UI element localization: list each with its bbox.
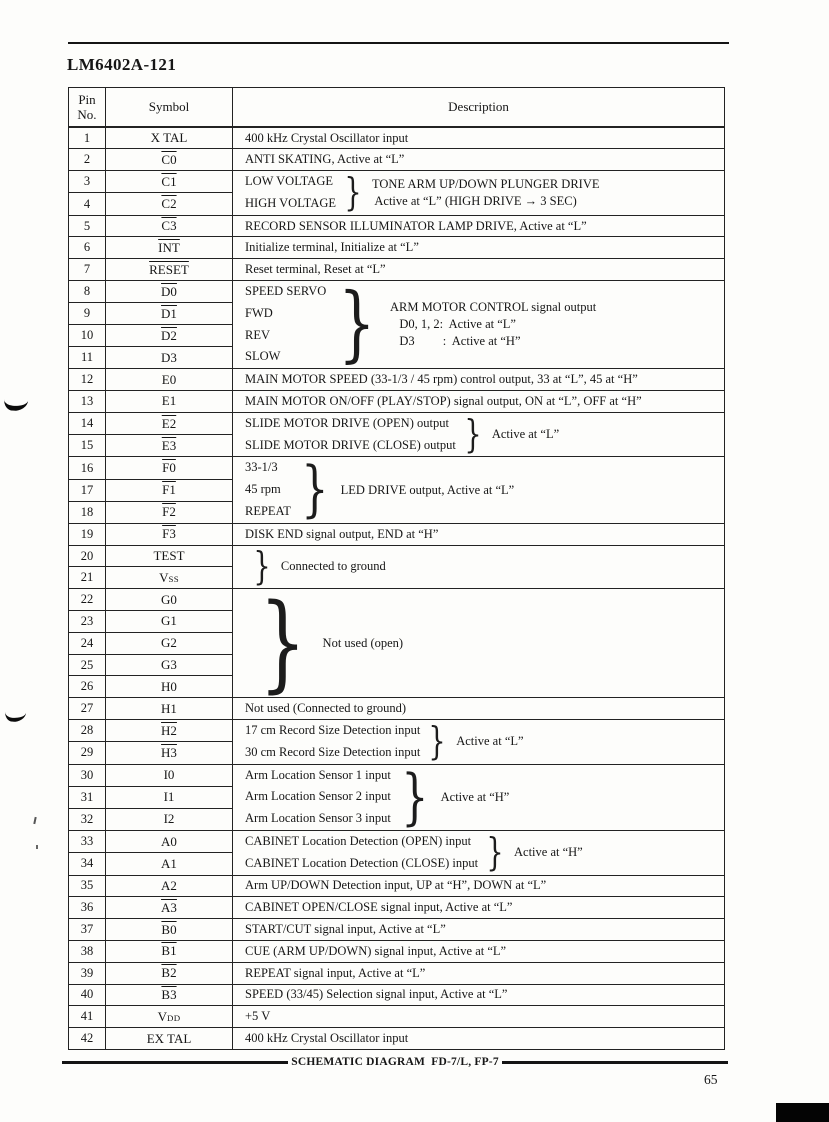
table-row (69, 875, 725, 897)
pin-symbol: E1 (161, 393, 177, 409)
pin-number-cell: 2 (69, 149, 106, 171)
symbol-cell (106, 501, 233, 523)
table-row (69, 831, 725, 853)
group-note-line: TONE ARM UP/DOWN PLUNGER DRIVE (371, 176, 600, 191)
symbol-cell (106, 984, 233, 1006)
group-note-lines (323, 635, 404, 652)
pin-symbol: C0 (161, 151, 177, 167)
group-line: 45 rpm (245, 482, 281, 497)
group-line: SLOW (245, 349, 281, 364)
group-left-lines (245, 171, 336, 215)
description-cell: +5 V (233, 1006, 725, 1028)
symbol-cell (106, 875, 233, 897)
pin-number-cell: 16 (69, 457, 106, 479)
group-note-lines (492, 426, 559, 443)
symbol-cell (106, 654, 233, 676)
pin-symbol: X TAL (150, 130, 188, 146)
table-row (69, 281, 725, 303)
description-group (245, 761, 720, 833)
footer (62, 1056, 728, 1068)
pin-description-table (68, 87, 725, 1050)
pin-number-cell: 30 (69, 764, 106, 786)
description-group (245, 543, 720, 589)
pin-symbol: E3 (161, 437, 177, 453)
symbol-cell (106, 457, 233, 479)
table-row (69, 412, 725, 434)
description-cell: SPEED (33/45) Selection signal input, Active at “L” (233, 984, 725, 1006)
pin-number-cell: 9 (69, 303, 106, 325)
brace-glyph: } (259, 581, 307, 704)
description-group (245, 720, 720, 764)
table-row (69, 940, 725, 962)
group-note-lines (441, 789, 510, 806)
pin-number-cell: 31 (69, 786, 106, 808)
table-row (69, 919, 725, 941)
description-cell: CABINET OPEN/CLOSE signal input, Active at “L” (233, 897, 725, 919)
pin-symbol: H3 (161, 744, 177, 760)
symbol-cell (106, 764, 233, 786)
table-row (69, 1028, 725, 1050)
group-note-line: Connected to ground (280, 559, 386, 574)
description-cell (233, 171, 725, 216)
table-row (69, 764, 725, 786)
pin-number-cell: 5 (69, 215, 106, 237)
group-note-lines (456, 733, 523, 750)
description-cell: RECORD SENSOR ILLUMINATOR LAMP DRIVE, Active at “L” (233, 215, 725, 237)
table-row (69, 259, 725, 281)
pin-number-cell: 21 (69, 567, 106, 589)
brace-glyph: } (486, 829, 504, 875)
brace-glyph: } (464, 411, 482, 457)
pin-symbol: F1 (162, 482, 176, 498)
pin-symbol: D2 (161, 327, 177, 343)
group-line: 33-1/3 (245, 460, 278, 475)
pin-number-cell: 33 (69, 831, 106, 853)
group-line: LOW VOLTAGE (245, 174, 334, 189)
pin-number-cell: 1 (69, 127, 106, 149)
pin-symbol: E2 (161, 415, 177, 431)
group-line: CABINET Location Detection (OPEN) input (245, 834, 472, 848)
description-cell: START/CUT signal input, Active at “L” (233, 919, 725, 941)
group-note-line: Active at “H” (514, 845, 583, 860)
pin-number-cell: 14 (69, 412, 106, 434)
group-note-lines (514, 844, 583, 861)
symbol-subscript: DD (167, 1012, 181, 1023)
description-cell (233, 276, 725, 372)
pin-symbol: C3 (161, 218, 177, 234)
description-cell (233, 581, 725, 704)
symbol-cell (106, 391, 233, 413)
brace-glyph: } (301, 454, 329, 526)
description-cell: Arm UP/DOWN Detection input, UP at “H”, DOWN at “L” (233, 875, 725, 897)
pin-symbol: H2 (161, 722, 177, 738)
symbol-cell (106, 171, 233, 193)
description-group (245, 454, 720, 526)
description-cell: ANTI SKATING, Active at “L” (233, 149, 725, 171)
scan-corner-artifact (776, 1103, 829, 1122)
table-row (69, 698, 725, 720)
symbol-cell (106, 611, 233, 633)
brace-glyph: } (428, 718, 446, 764)
group-left-lines (245, 720, 420, 764)
pin-symbol: H1 (161, 700, 177, 716)
group-left-lines (245, 457, 291, 522)
symbol-cell (106, 1006, 233, 1028)
pin-number-cell: 18 (69, 501, 106, 523)
description-cell: MAIN MOTOR ON/OFF (PLAY/STOP) signal output, ON at “L”, OFF at “H” (233, 391, 725, 413)
pin-symbol: B1 (161, 943, 177, 959)
description-cell (233, 761, 725, 833)
pin-symbol: G0 (161, 591, 177, 607)
symbol-cell (106, 720, 233, 742)
pin-number-cell: 17 (69, 479, 106, 501)
pin-symbol: B3 (161, 986, 177, 1002)
scan-speck (36, 845, 38, 849)
pin-symbol: A1 (161, 855, 177, 871)
table-header (69, 88, 725, 128)
group-note-line: Active at “L” (491, 427, 560, 442)
header-pin-no: Pin No. (69, 88, 106, 128)
description-cell: 400 kHz Crystal Oscillator input (233, 127, 725, 149)
pin-number-cell: 12 (69, 369, 106, 391)
pin-number-cell: 40 (69, 984, 106, 1006)
pin-number-cell: 36 (69, 897, 106, 919)
symbol-cell (106, 962, 233, 984)
pin-number-cell: 38 (69, 940, 106, 962)
margin-ink-mark (3, 393, 28, 412)
group-note-lines (372, 176, 600, 210)
symbol-cell (106, 632, 233, 654)
symbol-cell (106, 127, 233, 149)
group-line: Arm Location Sensor 2 input (245, 789, 391, 804)
symbol-cell (106, 523, 233, 545)
brace-glyph: } (253, 543, 271, 589)
symbol-cell (106, 281, 233, 303)
symbol-cell (106, 435, 233, 457)
pin-number-cell: 22 (69, 589, 106, 611)
group-left-lines (245, 281, 326, 368)
pin-number-cell: 6 (69, 237, 106, 259)
pin-table-body (69, 127, 725, 1049)
pin-symbol: I2 (163, 811, 175, 827)
table-row (69, 369, 725, 391)
group-note-line: Not used (open) (322, 635, 404, 650)
symbol-cell (106, 347, 233, 369)
top-rule (68, 42, 729, 44)
symbol-cell (106, 1028, 233, 1050)
symbol-cell (106, 831, 233, 853)
pin-number-cell: 19 (69, 523, 106, 545)
description-group (245, 171, 720, 215)
group-line: Arm Location Sensor 3 input (245, 811, 391, 826)
description-group (245, 581, 720, 704)
group-line: 17 cm Record Size Detection input (245, 723, 421, 738)
description-group (245, 276, 720, 372)
table-row (69, 171, 725, 193)
description-cell: Not used (Connected to ground) (233, 698, 725, 720)
margin-ink-mark (5, 706, 27, 722)
symbol-cell (106, 215, 233, 237)
symbol-cell (106, 786, 233, 808)
table-row (69, 962, 725, 984)
pin-symbol: V (159, 569, 169, 585)
symbol-cell (106, 412, 233, 434)
table-row (69, 215, 725, 237)
group-line: REV (245, 327, 270, 342)
description-cell (233, 720, 725, 765)
description-cell: CUE (ARM UP/DOWN) signal input, Active at “L” (233, 940, 725, 962)
pin-number-cell: 20 (69, 545, 106, 567)
pin-symbol: V (157, 1008, 168, 1024)
group-note-line: D3 : Active at “H” (389, 334, 521, 349)
symbol-cell (106, 698, 233, 720)
header-description: Description (233, 88, 725, 128)
pin-symbol: RESET (149, 261, 189, 277)
description-cell: 400 kHz Crystal Oscillator input (233, 1028, 725, 1050)
pin-number-cell: 42 (69, 1028, 106, 1050)
pin-symbol: A3 (161, 899, 177, 915)
pin-number-cell: 26 (69, 676, 106, 698)
pin-symbol: G3 (161, 657, 177, 673)
pin-symbol: E0 (161, 371, 177, 387)
table-row (69, 457, 725, 479)
pin-symbol: G2 (161, 635, 177, 651)
description-group (245, 831, 720, 875)
description-group (245, 413, 720, 457)
description-cell: DISK END signal output, END at “H” (233, 523, 725, 545)
pin-symbol: C2 (161, 196, 177, 212)
symbol-cell (106, 237, 233, 259)
group-note-line: Active at “L” (HIGH DRIVE → 3 SEC) (371, 193, 577, 208)
pin-symbol: A2 (161, 877, 177, 893)
group-note-line: D0, 1, 2: Active at “L” (389, 317, 516, 332)
table-row (69, 984, 725, 1006)
pin-symbol: I0 (163, 767, 175, 783)
group-note-line: Active at “L” (456, 734, 524, 749)
pin-number-cell: 15 (69, 435, 106, 457)
pin-symbol: D0 (161, 283, 177, 299)
pin-number-cell: 3 (69, 171, 106, 193)
brace-glyph: } (401, 761, 429, 833)
symbol-cell (106, 193, 233, 215)
pin-symbol: B0 (161, 921, 177, 937)
description-cell (233, 412, 725, 457)
group-note-line: ARM MOTOR CONTROL signal output (389, 300, 597, 315)
pin-symbol: EX TAL (146, 1030, 192, 1046)
table-row (69, 897, 725, 919)
footer-title: SCHEMATIC DIAGRAM FD-7/L, FP-7 (291, 1056, 499, 1068)
description-cell: MAIN MOTOR SPEED (33-1/3 / 45 rpm) control output, 33 at “L”, 45 at “H” (233, 369, 725, 391)
pin-number-cell: 13 (69, 391, 106, 413)
symbol-subscript: SS (168, 573, 179, 584)
description-cell: REPEAT signal input, Active at “L” (233, 962, 725, 984)
pin-symbol: F0 (162, 460, 176, 476)
group-line: REPEAT (245, 504, 291, 519)
page-title: LM6402A-121 (67, 55, 177, 74)
pin-number-cell: 7 (69, 259, 106, 281)
pin-symbol: B2 (161, 965, 177, 981)
table-row (69, 127, 725, 149)
symbol-cell (106, 808, 233, 830)
symbol-cell (106, 545, 233, 567)
table-row (69, 391, 725, 413)
pin-symbol: I1 (163, 789, 175, 805)
symbol-cell (106, 325, 233, 347)
symbol-cell (106, 742, 233, 764)
group-note-line: LED DRIVE output, Active at “L” (340, 482, 515, 497)
pin-number-cell: 23 (69, 611, 106, 633)
group-line: FWD (245, 305, 273, 320)
brace-glyph: } (338, 276, 376, 372)
pin-symbol: $\overline{INT}$ (158, 239, 180, 255)
pin-number-cell: 8 (69, 281, 106, 303)
pin-symbol: D3 (161, 349, 177, 365)
pin-number-cell: 41 (69, 1006, 106, 1028)
group-line: CABINET Location Detection (CLOSE) input (245, 855, 479, 870)
description-cell (233, 454, 725, 526)
brace-glyph: } (344, 169, 362, 215)
group-line: SLIDE MOTOR DRIVE (CLOSE) output (245, 437, 456, 452)
group-line: Arm Location Sensor 1 input (245, 767, 391, 782)
pin-number-cell: 39 (69, 962, 106, 984)
pin-number-cell: 28 (69, 720, 106, 742)
group-left-lines (245, 831, 478, 875)
description-cell: Reset terminal, Reset at “L” (233, 259, 725, 281)
table-row (69, 237, 725, 259)
table-row (69, 523, 725, 545)
pin-number-cell: 25 (69, 654, 106, 676)
symbol-cell (106, 940, 233, 962)
group-note-lines (281, 558, 386, 575)
table-row (69, 149, 725, 171)
pin-number-cell: 10 (69, 325, 106, 347)
pin-number-cell: 11 (69, 347, 106, 369)
table-row (69, 1006, 725, 1028)
symbol-cell (106, 259, 233, 281)
pin-number-cell: 34 (69, 853, 106, 875)
pin-symbol: H0 (161, 678, 177, 694)
scan-speck (33, 817, 36, 824)
pin-symbol: F2 (162, 504, 176, 520)
pin-symbol: A0 (161, 833, 177, 849)
pin-number-cell: 27 (69, 698, 106, 720)
header-symbol: Symbol (106, 88, 233, 128)
table-row (69, 720, 725, 742)
group-line: HIGH VOLTAGE (245, 195, 337, 210)
group-line: SLIDE MOTOR DRIVE (OPEN) output (245, 415, 449, 430)
pin-number-cell: 4 (69, 193, 106, 215)
group-left-lines (245, 413, 456, 457)
symbol-cell (106, 303, 233, 325)
footer-rule-left (62, 1061, 288, 1064)
group-note-lines (341, 482, 515, 499)
group-line: SPEED SERVO (245, 284, 327, 299)
pin-symbol: F3 (162, 526, 176, 542)
group-note-line: Active at “H” (440, 789, 510, 804)
symbol-cell (106, 853, 233, 875)
group-line: 30 cm Record Size Detection input (245, 744, 421, 759)
page-number: 65 (704, 1072, 718, 1087)
symbol-cell (106, 919, 233, 941)
pin-symbol: TEST (153, 548, 185, 564)
group-note-lines (390, 299, 596, 350)
pin-number-cell: 35 (69, 875, 106, 897)
symbol-cell (106, 479, 233, 501)
symbol-cell (106, 149, 233, 171)
symbol-cell (106, 369, 233, 391)
pin-symbol: D1 (161, 305, 177, 321)
pin-number-cell: 24 (69, 632, 106, 654)
pin-number-cell: 32 (69, 808, 106, 830)
footer-rule-right (502, 1061, 728, 1064)
symbol-cell (106, 589, 233, 611)
table-header-row (69, 88, 725, 128)
table-row (69, 545, 725, 567)
symbol-cell (106, 567, 233, 589)
symbol-cell (106, 676, 233, 698)
pin-number-cell: 37 (69, 919, 106, 941)
table-row (69, 589, 725, 611)
description-cell (233, 831, 725, 876)
pin-symbol: G1 (161, 613, 177, 629)
group-left-lines (245, 765, 391, 830)
pin-symbol: C1 (161, 173, 177, 189)
pin-number-cell: 29 (69, 742, 106, 764)
description-cell: Initialize terminal, Initialize at “L” (233, 237, 725, 259)
symbol-cell (106, 897, 233, 919)
